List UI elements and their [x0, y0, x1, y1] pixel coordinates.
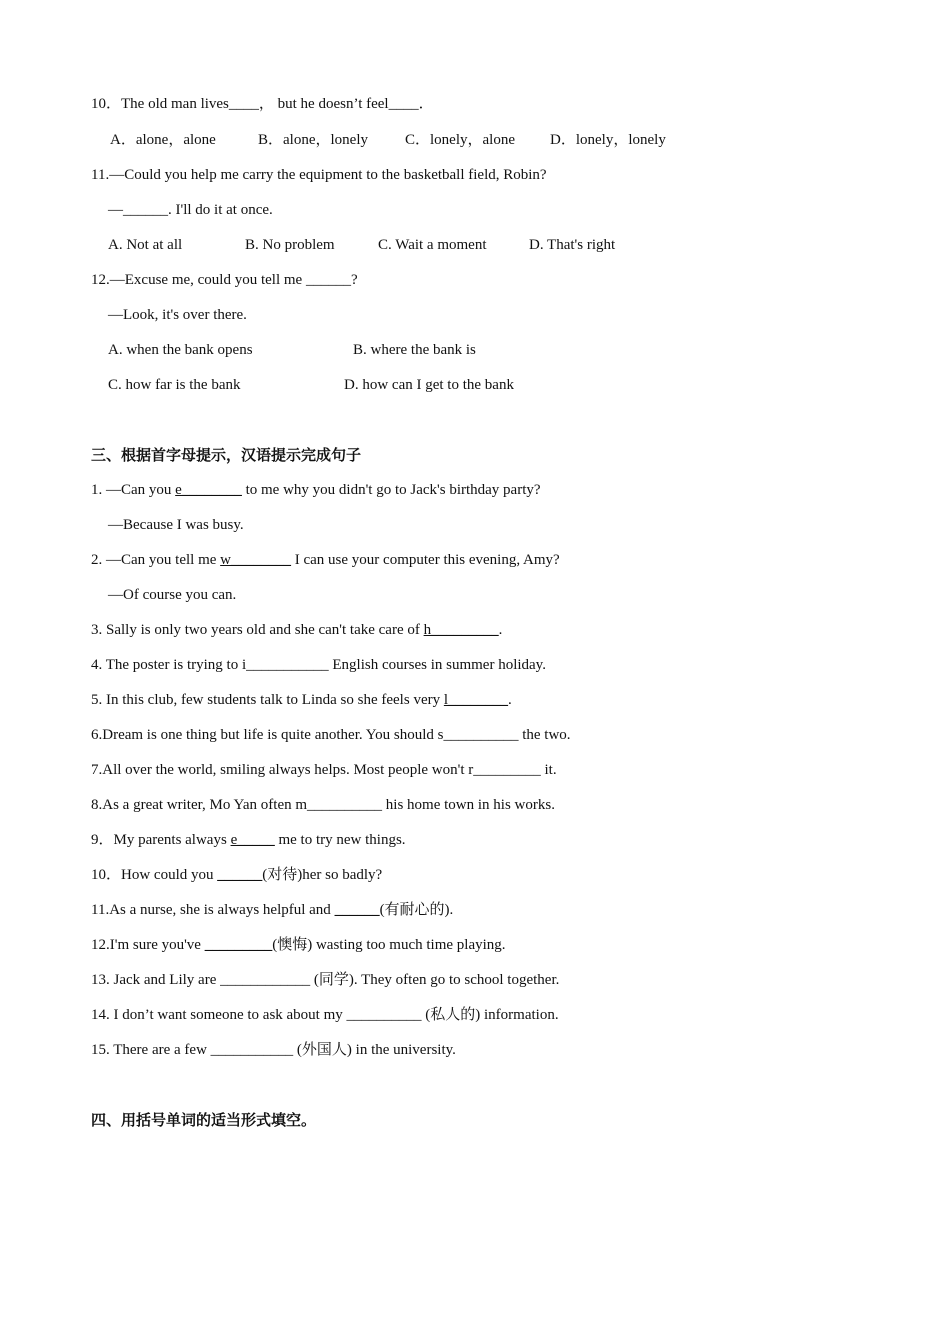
- sentence-text: I can use your computer this evening, Amy?: [291, 552, 560, 568]
- sentence-text: 8.As a great writer, Mo Yan often m__________ his home town in his works.: [91, 797, 555, 813]
- sentence-text: to me why you didn't go to Jack's birthday party?: [241, 482, 541, 498]
- answer-blank: ______: [334, 902, 380, 918]
- sentence-text: 4. The poster is trying to i___________ English courses in summer holiday.: [91, 657, 546, 673]
- answer-blank: _________: [204, 937, 273, 953]
- sentence-line: [91, 620, 502, 640]
- sentence-text: —Of course you can.: [108, 587, 237, 603]
- sentence-text: (有耐心的).: [379, 902, 454, 918]
- option-b: B. where the bank is: [353, 342, 476, 358]
- sentence-line: [91, 935, 506, 955]
- sentence-text: 2. —Can you tell me: [91, 552, 221, 568]
- sentence-line: [91, 900, 453, 920]
- sentence-line: [91, 550, 560, 570]
- sentence-line: [91, 830, 406, 850]
- sentence-line: [91, 970, 559, 990]
- sentence-text: 9．My parents always: [91, 832, 231, 848]
- sentence-text: (对待)her so badly?: [262, 867, 383, 883]
- option-c: C．lonely，alone: [405, 132, 515, 148]
- sentence-text: 11.As a nurse, she is always helpful and: [91, 902, 335, 918]
- question-reply: —Look, it's over there.: [108, 307, 247, 323]
- question-stem: 12.—Excuse me, could you tell me ______?: [91, 272, 358, 288]
- option-c: C. Wait a moment: [378, 237, 487, 253]
- option-d: D．lonely，lonely: [550, 132, 666, 148]
- sentence-text: 7.All over the world, smiling always helps. Most people won't r_________ it.: [91, 762, 557, 778]
- sentence-text: .: [508, 692, 512, 708]
- answer-blank: l________: [443, 692, 509, 708]
- option-d: D. That's right: [529, 237, 616, 253]
- section4-heading: 四、用括号单词的适当形式填空。: [91, 1111, 317, 1129]
- sentence-line: [91, 690, 512, 710]
- sentence-line: [91, 1040, 456, 1060]
- sentence-text: 6.Dream is one thing but life is quite another. You should s__________ the two.: [91, 727, 571, 743]
- answer-blank: w________: [220, 552, 291, 568]
- sentence-text: me to try new things.: [274, 832, 406, 848]
- sentence-line: [91, 480, 541, 500]
- sentence-text: 14. I don’t want someone to ask about my __________ (私人的) information.: [91, 1007, 559, 1023]
- sentence-text: (懊悔) wasting too much time playing.: [272, 937, 506, 953]
- sentence-text: 3. Sally is only two years old and she can't take care of: [91, 622, 424, 638]
- option-a: A. when the bank opens: [108, 342, 253, 358]
- sentence-text: 5. In this club, few students talk to Linda so she feels very: [91, 692, 444, 708]
- sentence-text: 12.I'm sure you've: [91, 937, 205, 953]
- sentence-line: [91, 865, 382, 885]
- answer-blank: e________: [175, 482, 242, 498]
- option-b: B. No problem: [245, 237, 335, 253]
- sentence-text: 10．How could you: [91, 867, 218, 883]
- sentence-text: —Because I was busy.: [108, 517, 244, 533]
- option-c: C. how far is the bank: [108, 377, 241, 393]
- option-b: B．alone，lonely: [258, 132, 368, 148]
- question-reply: —______. I'll do it at once.: [108, 202, 273, 218]
- section3-heading: 三、根据首字母提示，汉语提示完成句子: [91, 446, 362, 464]
- option-d: D. how can I get to the bank: [344, 377, 514, 393]
- answer-blank: ______: [217, 867, 263, 883]
- answer-blank: e_____: [230, 832, 275, 848]
- sentence-text: .: [498, 622, 503, 638]
- sentence-line: [91, 1005, 559, 1025]
- question-stem: 11.—Could you help me carry the equipment to the basketball field, Robin?: [91, 167, 547, 183]
- sentence-line: [91, 725, 571, 745]
- sentence-line: [91, 655, 546, 675]
- sentence-line: [91, 760, 557, 780]
- sentence-line: [108, 585, 236, 605]
- option-a: A. Not at all: [108, 237, 183, 253]
- sentence-text: 1. —Can you: [91, 482, 176, 498]
- sentence-text: 13. Jack and Lily are ____________ (同学). They often go to school together.: [91, 972, 560, 988]
- sentence-line: [108, 515, 244, 535]
- option-a: A．alone，alone: [110, 132, 216, 148]
- question-stem: 10．The old man lives____， but he doesn’t feel____．: [91, 96, 434, 112]
- sentence-text: 15. There are a few ___________ (外国人) in the university.: [91, 1042, 456, 1058]
- sentence-line: [91, 795, 555, 815]
- answer-blank: h_________: [423, 622, 499, 638]
